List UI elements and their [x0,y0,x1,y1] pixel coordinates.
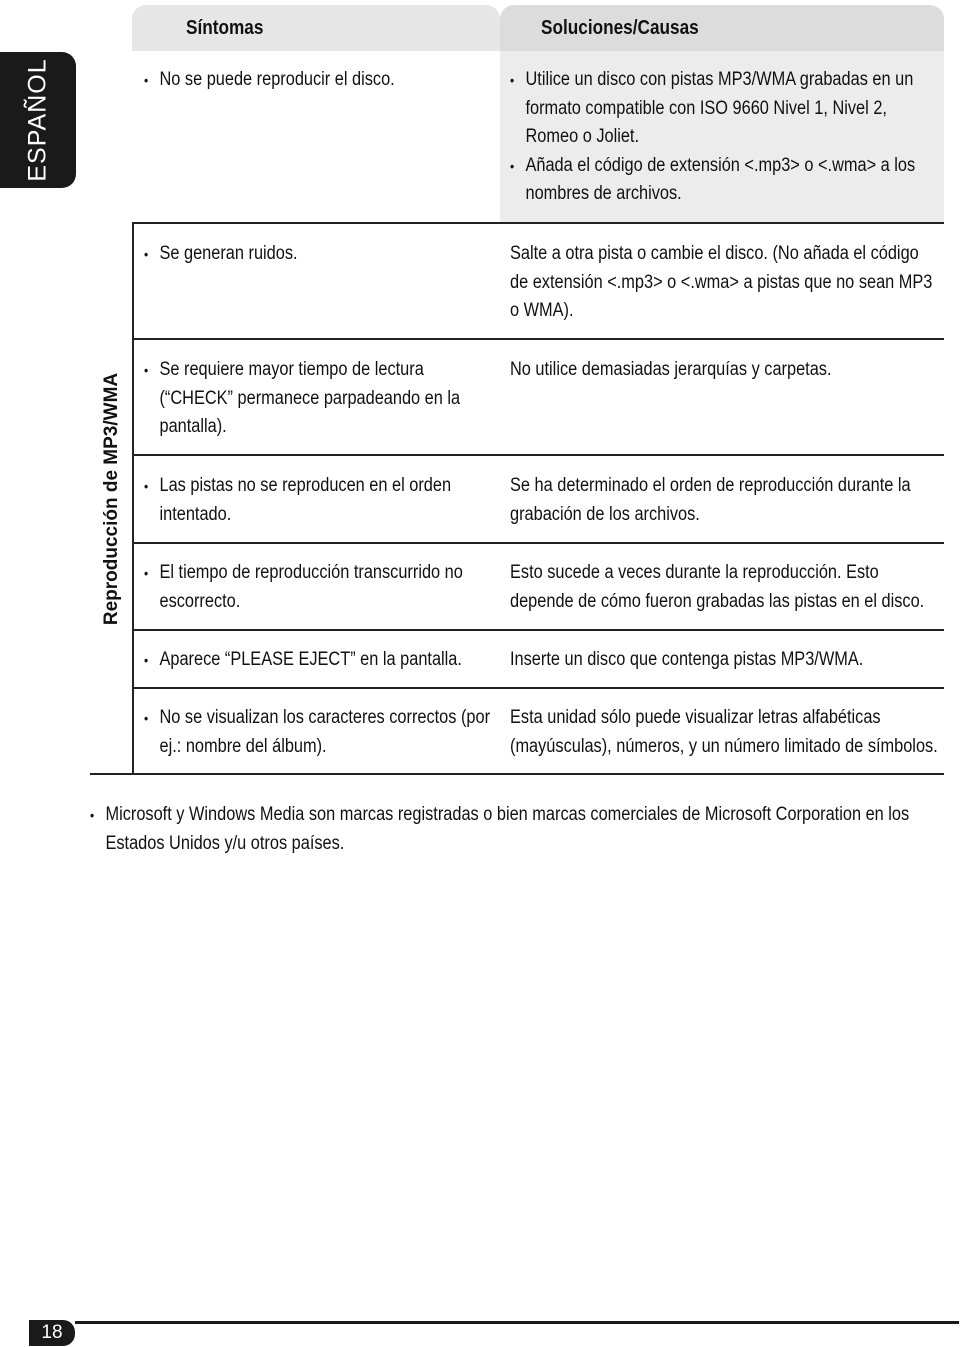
page-rule [75,1321,959,1324]
solution-text: Esta unidad sólo puede visualizar letras alfabéticas (mayúsculas), números, y un número limitado de símbolos. [510,707,938,757]
table-bottom-border [90,773,944,775]
symptom-text: • Aparece “PLEASE EJECT” en la pantalla. [144,646,493,675]
row-divider [132,222,944,224]
symptom-text: • Se requiere mayor tiempo de lectura (“CHECK” permanece parpadeando en la pantalla). [144,356,493,442]
table-row-symptom [144,559,494,616]
footnote-text: • Microsoft y Windows Media son marcas registradas o bien marcas comerciales de Microsoft Corporation en los Estados Unidos y/u otros países. [90,801,928,858]
table-row-solution [510,66,940,209]
solution-text: Salte a otra pista o cambie el disco. (No añada el código de extensión <.mp3> o <.wma> a pistas que no sean MP3 o WMA). [510,243,933,321]
solution-text: No utilice demasiadas jerarquías y carpetas. [510,359,832,380]
symptom-text: • No se puede reproducir el disco. [144,66,493,95]
row-divider [132,687,944,689]
solution-text: Esto sucede a veces durante la reproducción. Esto depende de cómo fueron grabadas las pistas en el disco. [510,562,925,612]
row-divider [132,454,944,456]
row-divider [132,338,944,340]
language-tab-label: ESPAÑOL [23,58,52,182]
solution-text: Inserte un disco que contenga pistas MP3/WMA. [510,649,864,670]
solution-text: Se ha determinado el orden de reproducción durante la grabación de los archivos. [510,475,911,525]
table-row-solution [510,472,940,529]
table-row-symptom [144,356,494,442]
table-row-solution [510,646,940,675]
symptom-text: • El tiempo de reproducción transcurrido no escorrecto. [144,559,493,616]
page-number: 18 [29,1320,75,1346]
solution-text: • Añada el código de extensión <.mp3> o <.wma> a los nombres de archivos. [510,152,939,209]
table-row-symptom [144,66,494,95]
table-row-solution [510,704,940,761]
table-row-symptom [144,704,494,761]
table-row-solution [510,356,940,385]
table-row-solution [510,240,940,326]
solution-text: • Utilice un disco con pistas MP3/WMA grabadas en un formato compatible con ISO 9660 Nivel 1, Nivel 2, Romeo o Joliet. [510,66,939,152]
table-row-symptom [144,240,494,269]
section-label [92,223,134,775]
solutions-header: Soluciones/Causas [541,16,699,39]
symptoms-header: Síntomas [186,16,264,39]
table-row-symptom [144,646,494,675]
symptom-text: • No se visualizan los caracteres correctos (por ej.: nombre del álbum). [144,704,493,761]
symptom-text: • Las pistas no se reproducen en el orden intentado. [144,472,493,529]
symptom-text: • Se generan ruidos. [144,240,493,269]
footnote [90,801,930,858]
section-label-text: Reproducción de MP3/WMA [101,372,122,626]
table-row-symptom [144,472,494,529]
row-divider [132,542,944,544]
row-divider [132,629,944,631]
language-tab [0,52,76,188]
table-row-solution [510,559,940,616]
